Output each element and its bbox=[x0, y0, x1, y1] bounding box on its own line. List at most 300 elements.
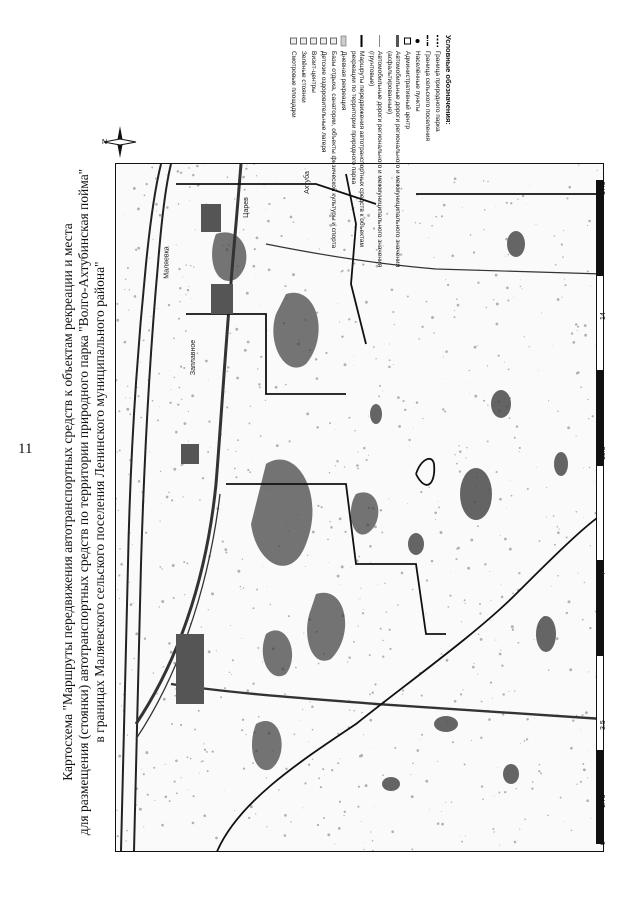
texture-dot bbox=[152, 400, 154, 402]
texture-dot bbox=[174, 695, 176, 697]
texture-dot bbox=[309, 701, 310, 702]
texture-dot bbox=[241, 589, 242, 590]
texture-dot bbox=[486, 307, 487, 308]
texture-dot bbox=[552, 345, 553, 346]
texture-dot bbox=[232, 659, 234, 661]
texture-dot bbox=[325, 352, 327, 354]
texture-dot bbox=[517, 199, 518, 200]
texture-dot bbox=[539, 540, 541, 542]
texture-dot bbox=[343, 815, 344, 816]
scale-segment bbox=[596, 655, 604, 752]
texture-dot bbox=[539, 613, 540, 614]
texture-dot bbox=[211, 592, 214, 595]
texture-dot bbox=[553, 515, 555, 517]
texture-dot bbox=[358, 625, 359, 626]
texture-dot bbox=[210, 447, 211, 448]
texture-dot bbox=[504, 538, 507, 541]
texture-dot bbox=[461, 841, 463, 843]
texture-dot bbox=[198, 710, 200, 712]
texture-dot bbox=[524, 740, 526, 742]
texture-dot bbox=[588, 418, 590, 420]
texture-dot bbox=[566, 537, 568, 539]
texture-dot bbox=[318, 663, 320, 665]
texture-dot bbox=[363, 609, 364, 610]
texture-dot bbox=[309, 741, 310, 742]
texture-dot bbox=[129, 289, 130, 290]
texture-dot bbox=[369, 694, 371, 696]
texture-dot bbox=[373, 380, 374, 381]
texture-dot bbox=[201, 626, 202, 627]
texture-dot bbox=[502, 693, 504, 695]
texture-dot bbox=[511, 495, 513, 497]
texture-dot bbox=[170, 389, 171, 390]
texture-dot bbox=[548, 669, 550, 671]
texture-dot bbox=[477, 345, 478, 346]
texture-dot bbox=[514, 841, 517, 844]
texture-dot bbox=[322, 768, 324, 770]
lake bbox=[507, 231, 525, 257]
texture-dot bbox=[556, 637, 559, 640]
texture-dot bbox=[437, 822, 440, 825]
texture-dot bbox=[177, 170, 180, 173]
texture-dot bbox=[166, 206, 169, 209]
texture-dot bbox=[339, 584, 340, 585]
texture-dot bbox=[157, 419, 159, 421]
texture-dot bbox=[166, 174, 167, 175]
texture-dot bbox=[190, 265, 192, 267]
texture-dot bbox=[330, 526, 333, 529]
viewpoint-icon bbox=[290, 35, 297, 47]
texture-dot bbox=[194, 729, 196, 731]
texture-dot bbox=[358, 786, 360, 788]
texture-dot bbox=[146, 183, 148, 185]
texture-dot bbox=[508, 691, 509, 692]
legend-item-label: Детские оздоровительные лагеря bbox=[320, 51, 327, 153]
texture-dot bbox=[388, 498, 389, 499]
texture-dot bbox=[119, 598, 120, 599]
texture-dot bbox=[589, 467, 590, 468]
texture-dot bbox=[582, 619, 584, 621]
texture-dot bbox=[527, 488, 529, 490]
texture-dot bbox=[516, 788, 517, 789]
texture-dot bbox=[148, 329, 150, 331]
parking-icon bbox=[300, 35, 307, 47]
texture-dot bbox=[454, 316, 456, 318]
texture-dot bbox=[344, 466, 346, 468]
texture-dot bbox=[480, 638, 483, 641]
texture-dot bbox=[471, 740, 472, 741]
texture-dot bbox=[544, 459, 545, 460]
texture-dot bbox=[404, 409, 406, 411]
texture-dot bbox=[335, 465, 336, 466]
texture-dot bbox=[382, 774, 384, 776]
texture-dot bbox=[495, 206, 496, 207]
texture-dot bbox=[312, 729, 314, 731]
texture-dot bbox=[251, 458, 252, 459]
scale-segment bbox=[596, 275, 604, 372]
texture-dot bbox=[341, 335, 343, 337]
lake bbox=[503, 764, 519, 784]
texture-dot bbox=[145, 751, 148, 754]
texture-dot bbox=[304, 782, 306, 784]
dashed-line-icon bbox=[434, 35, 441, 47]
settlement bbox=[181, 444, 199, 464]
texture-dot bbox=[511, 625, 514, 628]
thin-line-icon bbox=[376, 35, 383, 47]
texture-dot bbox=[576, 784, 577, 785]
texture-dot bbox=[452, 741, 454, 743]
texture-dot bbox=[340, 758, 341, 759]
texture-dot bbox=[133, 187, 136, 190]
texture-dot bbox=[234, 810, 235, 811]
texture-dot bbox=[393, 364, 394, 365]
texture-dot bbox=[257, 368, 258, 369]
texture-dot bbox=[183, 496, 184, 497]
texture-dot bbox=[321, 506, 323, 508]
texture-dot bbox=[285, 768, 287, 770]
texture-dot bbox=[576, 715, 578, 717]
legend-item-label: Граница сельского поселения bbox=[424, 51, 431, 141]
texture-dot bbox=[458, 445, 460, 447]
texture-dot bbox=[487, 440, 489, 442]
texture-dot bbox=[335, 844, 336, 845]
place-label: Царев bbox=[242, 197, 250, 218]
texture-dot bbox=[172, 564, 175, 567]
texture-dot bbox=[303, 807, 304, 808]
texture-dot bbox=[455, 558, 457, 560]
texture-dot bbox=[561, 296, 562, 297]
texture-dot bbox=[175, 688, 176, 689]
texture-dot bbox=[580, 386, 582, 388]
texture-dot bbox=[128, 474, 129, 475]
texture-dot bbox=[460, 693, 462, 695]
legend-item bbox=[367, 35, 383, 335]
texture-dot bbox=[147, 794, 149, 796]
texture-dot bbox=[398, 425, 401, 428]
texture-dot bbox=[215, 837, 218, 840]
texture-dot bbox=[507, 299, 509, 301]
texture-dot bbox=[389, 648, 391, 650]
texture-dot bbox=[125, 397, 126, 398]
texture-dot bbox=[410, 774, 411, 775]
texture-dot bbox=[431, 560, 434, 563]
legend-item bbox=[403, 35, 411, 335]
scale-tick-label: 1.75 bbox=[600, 794, 607, 808]
texture-dot bbox=[116, 303, 118, 305]
texture-dot bbox=[149, 451, 150, 452]
texture-dot bbox=[540, 772, 542, 774]
texture-dot bbox=[249, 471, 251, 473]
texture-dot bbox=[360, 754, 363, 757]
texture-dot bbox=[178, 387, 180, 389]
texture-dot bbox=[179, 287, 182, 290]
texture-dot bbox=[379, 385, 381, 387]
texture-dot bbox=[499, 845, 500, 846]
texture-dot bbox=[278, 789, 280, 791]
north-label: N bbox=[102, 139, 108, 146]
texture-dot bbox=[234, 468, 236, 470]
texture-dot bbox=[529, 185, 530, 186]
texture-dot bbox=[469, 370, 471, 372]
texture-dot bbox=[563, 230, 564, 231]
texture-dot bbox=[489, 571, 490, 572]
texture-dot bbox=[590, 545, 591, 546]
texture-dot bbox=[554, 235, 556, 237]
texture-dot bbox=[366, 459, 368, 461]
texture-dot bbox=[422, 488, 423, 489]
texture-dot bbox=[203, 814, 206, 817]
texture-dot bbox=[276, 444, 279, 447]
texture-dot bbox=[150, 316, 151, 317]
texture-dot bbox=[266, 777, 267, 778]
texture-dot bbox=[358, 599, 359, 600]
legend-item bbox=[319, 35, 327, 335]
texture-dot bbox=[327, 833, 330, 836]
texture-dot bbox=[578, 165, 579, 166]
texture-dot bbox=[526, 204, 527, 205]
texture-dot bbox=[564, 279, 565, 280]
texture-dot bbox=[364, 842, 365, 843]
texture-dot bbox=[420, 491, 422, 493]
texture-dot bbox=[522, 195, 524, 197]
texture-dot bbox=[421, 695, 423, 697]
texture-dot bbox=[133, 603, 134, 604]
texture-dot bbox=[230, 625, 231, 626]
texture-dot bbox=[444, 411, 446, 413]
texture-dot bbox=[363, 849, 364, 850]
texture-dot bbox=[181, 777, 182, 778]
texture-dot bbox=[357, 452, 358, 453]
texture-dot bbox=[124, 214, 125, 215]
texture-dot bbox=[381, 531, 383, 533]
texture-dot bbox=[517, 840, 518, 841]
texture-dot bbox=[402, 694, 403, 695]
texture-dot bbox=[464, 599, 466, 601]
thick-line-icon bbox=[394, 35, 401, 47]
texture-dot bbox=[389, 359, 391, 361]
texture-dot bbox=[180, 172, 182, 174]
texture-dot bbox=[496, 323, 499, 326]
texture-dot bbox=[446, 659, 449, 662]
texture-dot bbox=[466, 447, 468, 449]
texture-dot bbox=[176, 792, 178, 794]
texture-dot bbox=[265, 400, 266, 401]
texture-dot bbox=[498, 355, 500, 357]
texture-dot bbox=[284, 814, 287, 817]
texture-dot bbox=[161, 600, 164, 603]
texture-dot bbox=[441, 811, 442, 812]
texture-dot bbox=[457, 304, 460, 307]
texture-dot bbox=[335, 429, 336, 430]
texture-dot bbox=[411, 795, 414, 798]
texture-dot bbox=[141, 769, 142, 770]
texture-dot bbox=[536, 224, 537, 225]
settlement bbox=[176, 634, 204, 704]
square-icon bbox=[404, 35, 411, 47]
texture-dot bbox=[349, 417, 351, 419]
texture-dot bbox=[514, 690, 516, 692]
texture-dot bbox=[160, 520, 161, 521]
texture-dot bbox=[488, 718, 491, 721]
texture-dot bbox=[363, 447, 366, 450]
texture-dot bbox=[443, 356, 444, 357]
texture-dot bbox=[185, 330, 187, 332]
texture-dot bbox=[195, 229, 196, 230]
legend-item bbox=[385, 35, 401, 335]
texture-dot bbox=[318, 777, 320, 779]
texture-dot bbox=[551, 586, 552, 587]
texture-dot bbox=[434, 511, 437, 514]
texture-dot bbox=[531, 787, 533, 789]
texture-dot bbox=[518, 451, 519, 452]
texture-dot bbox=[384, 583, 385, 584]
texture-dot bbox=[252, 762, 254, 764]
texture-dot bbox=[482, 798, 484, 800]
texture-dot bbox=[538, 370, 539, 371]
texture-dot bbox=[183, 422, 186, 425]
texture-dot bbox=[382, 640, 384, 642]
texture-dot bbox=[303, 633, 304, 634]
texture-dot bbox=[259, 386, 261, 388]
texture-dot bbox=[206, 751, 208, 753]
texture-dot bbox=[126, 830, 128, 832]
texture-dot bbox=[461, 621, 462, 622]
texture-dot bbox=[426, 579, 428, 581]
texture-dot bbox=[516, 425, 518, 427]
texture-dot bbox=[306, 412, 309, 415]
legend-item-label: Дневная рекреация bbox=[340, 51, 347, 111]
texture-dot bbox=[487, 365, 488, 366]
texture-dot bbox=[587, 270, 589, 272]
texture-dot bbox=[176, 244, 177, 245]
texture-dot bbox=[188, 286, 189, 287]
texture-dot bbox=[563, 821, 564, 822]
settlement bbox=[201, 204, 221, 232]
texture-dot bbox=[473, 663, 474, 664]
texture-dot bbox=[584, 582, 585, 583]
texture-dot bbox=[262, 661, 263, 662]
texture-dot bbox=[173, 468, 176, 471]
texture-dot bbox=[548, 400, 549, 401]
texture-dot bbox=[212, 750, 214, 752]
texture-dot bbox=[583, 517, 584, 518]
texture-dot bbox=[235, 476, 237, 478]
legend-item-label: Визит-центры bbox=[310, 51, 317, 93]
texture-dot bbox=[483, 400, 485, 402]
texture-dot bbox=[266, 826, 267, 827]
texture-dot bbox=[429, 809, 430, 810]
texture-dot bbox=[360, 598, 361, 599]
texture-dot bbox=[520, 280, 521, 281]
texture-dot bbox=[412, 589, 414, 591]
texture-dot bbox=[247, 469, 249, 471]
texture-dot bbox=[289, 440, 291, 442]
texture-dot bbox=[339, 518, 342, 521]
texture-dot bbox=[578, 573, 579, 574]
texture-dot bbox=[361, 821, 362, 822]
texture-dot bbox=[557, 411, 559, 413]
legend-item bbox=[349, 35, 365, 335]
texture-dot bbox=[575, 323, 578, 326]
texture-dot bbox=[237, 439, 239, 441]
texture-dot bbox=[171, 499, 173, 501]
texture-dot bbox=[339, 801, 341, 803]
texture-dot bbox=[188, 441, 189, 442]
texture-dot bbox=[316, 426, 319, 429]
texture-dot bbox=[243, 587, 245, 589]
texture-dot bbox=[357, 806, 359, 808]
texture-dot bbox=[454, 310, 455, 311]
texture-dot bbox=[402, 400, 404, 402]
texture-dot bbox=[302, 709, 303, 710]
texture-dot bbox=[224, 687, 226, 689]
texture-dot bbox=[576, 436, 577, 437]
texture-dot bbox=[205, 360, 208, 363]
texture-dot bbox=[440, 648, 441, 649]
texture-dot bbox=[288, 615, 290, 617]
texture-dot bbox=[495, 274, 498, 277]
texture-dot bbox=[125, 840, 126, 841]
legend-item-label: Автомобильные дороги регионального и межмуниципального значения (грунтовые) bbox=[368, 51, 383, 268]
texture-dot bbox=[546, 516, 547, 517]
texture-dot bbox=[500, 535, 501, 536]
texture-dot bbox=[469, 383, 470, 384]
lake bbox=[370, 404, 382, 424]
texture-dot bbox=[181, 399, 182, 400]
texture-dot bbox=[584, 324, 587, 327]
texture-dot bbox=[169, 800, 171, 802]
texture-dot bbox=[161, 824, 164, 827]
texture-dot bbox=[538, 770, 540, 772]
texture-dot bbox=[590, 286, 591, 287]
texture-dot bbox=[188, 411, 189, 412]
texture-dot bbox=[118, 574, 120, 576]
texture-dot bbox=[246, 689, 249, 692]
texture-dot bbox=[324, 775, 325, 776]
texture-dot bbox=[571, 830, 573, 832]
texture-dot bbox=[365, 784, 368, 787]
texture-dot bbox=[583, 768, 586, 771]
texture-dot bbox=[178, 268, 180, 270]
texture-dot bbox=[132, 544, 133, 545]
texture-dot bbox=[153, 767, 155, 769]
texture-dot bbox=[477, 674, 478, 675]
texture-dot bbox=[159, 214, 162, 217]
texture-dot bbox=[587, 225, 588, 226]
texture-dot bbox=[118, 510, 119, 511]
texture-dot bbox=[163, 698, 166, 701]
texture-dot bbox=[451, 801, 452, 802]
texture-dot bbox=[474, 395, 477, 398]
texture-dot bbox=[349, 709, 350, 710]
texture-dot bbox=[344, 531, 346, 533]
texture-dot bbox=[317, 505, 319, 507]
texture-dot bbox=[522, 288, 523, 289]
texture-dot bbox=[157, 308, 158, 309]
texture-dot bbox=[472, 666, 475, 669]
texture-dot bbox=[119, 683, 121, 685]
texture-dot bbox=[143, 826, 144, 827]
texture-dot bbox=[568, 186, 571, 189]
texture-dot bbox=[323, 817, 325, 819]
texture-dot bbox=[467, 567, 470, 570]
texture-dot bbox=[257, 647, 259, 649]
texture-dot bbox=[456, 463, 458, 465]
texture-dot bbox=[492, 698, 493, 699]
texture-dot bbox=[308, 764, 310, 766]
texture-dot bbox=[597, 170, 598, 171]
legend-item bbox=[329, 35, 337, 335]
